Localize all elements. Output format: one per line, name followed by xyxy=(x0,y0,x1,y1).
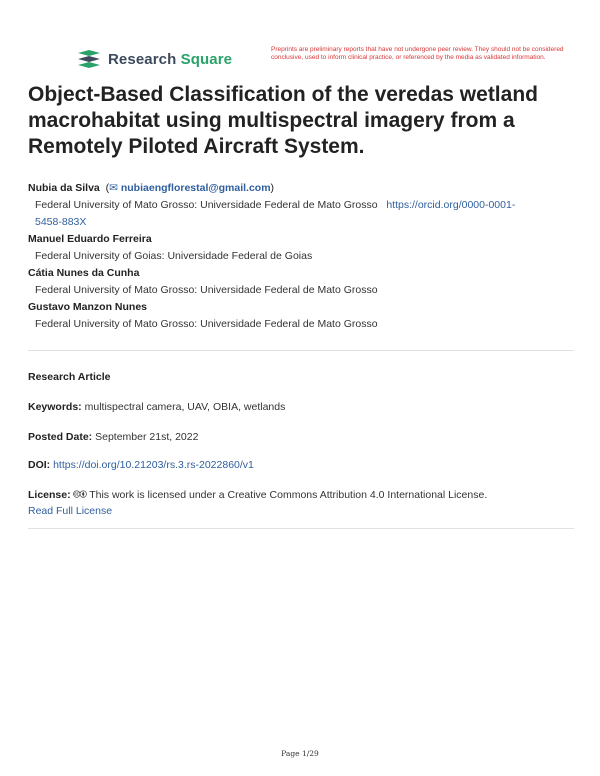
keywords xyxy=(28,399,576,415)
brand-name-part1: Research xyxy=(108,50,177,68)
posted-date-label: Posted Date: xyxy=(28,431,93,443)
orcid-link-continued[interactable] xyxy=(28,214,576,231)
research-square-logo-icon xyxy=(76,48,102,70)
license-text: This work is licensed under a Creative Commons Attribution 4.0 International License. xyxy=(89,489,488,501)
keywords-value: multispectral camera, UAV, OBIA, wetlands xyxy=(84,401,286,413)
cc-icon: 🅭 xyxy=(73,489,80,501)
brand-name xyxy=(108,51,232,68)
author-affiliation: Federal University of Goias: Universidade Federal de Goias xyxy=(35,250,313,262)
keywords-label: Keywords: xyxy=(28,401,82,413)
author-entry xyxy=(28,180,576,197)
brand-name-part2: Square xyxy=(180,50,233,68)
author-affiliation xyxy=(28,197,576,214)
article-type xyxy=(28,369,576,385)
license xyxy=(28,487,576,519)
email-group: (✉ nubiaengflorestal@gmail.com) xyxy=(102,182,275,194)
orcid-link-tail[interactable]: 5458-883X xyxy=(35,216,87,228)
paper-title: Object-Based Classification of the veredas wetland macrohabitat using multispectral imagery from a Remotely Piloted Aircraft System. xyxy=(28,83,538,158)
doi xyxy=(28,457,576,473)
author-affiliation: Federal University of Mato Grosso: Universidade Federal de Mato Grosso xyxy=(35,284,378,296)
author-email-link[interactable]: nubiaengflorestal@gmail.com xyxy=(120,182,271,194)
author-name: Nubia da Silva xyxy=(28,182,100,194)
license-label: License: xyxy=(28,489,71,501)
divider xyxy=(28,528,574,529)
posted-date-value: September 21st, 2022 xyxy=(95,431,199,443)
author-name: Manuel Eduardo Ferreira xyxy=(28,233,152,245)
mail-icon: ✉ xyxy=(109,182,118,194)
posted-date xyxy=(28,429,576,445)
author-list xyxy=(28,180,576,333)
research-square-logo[interactable] xyxy=(76,48,232,70)
divider xyxy=(28,350,574,351)
doi-label: DOI: xyxy=(28,459,51,471)
doi-link[interactable]: https://doi.org/10.21203/rs.3.rs-2022860/v1 xyxy=(53,459,254,471)
article-type-label: Research Article xyxy=(28,371,111,383)
page-header xyxy=(76,46,576,76)
affiliation-text: Federal University of Mato Grosso: Universidade Federal de Mato Grosso xyxy=(35,199,378,211)
author-name: Cátia Nunes da Cunha xyxy=(28,267,140,279)
author-name: Gustavo Manzon Nunes xyxy=(28,301,148,313)
author-affiliation: Federal University of Mato Grosso: Universidade Federal de Mato Grosso xyxy=(35,318,378,330)
orcid-link[interactable]: https://orcid.org/0000-0001- xyxy=(386,199,516,211)
attribution-icon: 🅯 xyxy=(80,489,87,501)
read-full-license-link[interactable]: Read Full License xyxy=(28,505,113,517)
page-number: Page 1/29 xyxy=(281,749,319,758)
preprint-notice: Preprints are preliminary reports that have not undergone peer review. They should not be considered conclusive, used to inform clinical practice, or referenced by the media as validated information. xyxy=(271,46,564,61)
